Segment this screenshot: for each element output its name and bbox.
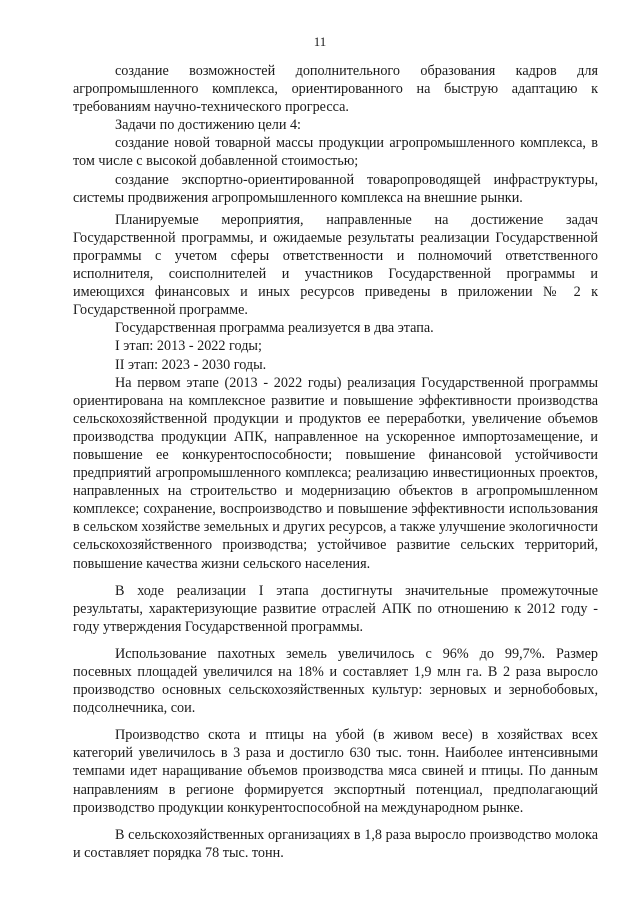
paragraph-livestock: Производство скота и птицы на убой (в живом весе) в хозяйствах всех категорий увеличилось в 3 раза и достигло 630 тыс. тонн. Наиболее интенсивными темпами идет наращивание объемов производства мяса свиней и птицы. По данным направлениям в регионе формируется экспортный потенциал, предполагающий производство продукции конкурентоспособной на международном рынке. [73, 727, 598, 816]
paragraph-milk-production: В сельскохозяйственных организациях в 1,8 раза выросло производство молока и составляет порядка 78 тыс. тонн. [73, 826, 598, 861]
paragraph-planned-measures: Планируемые мероприятия, направленные на достижение задач Государственной программы, и ожидаемые результаты реализации Государственной программы с учетом сферы ответственности и полномочий ответственного исполнителя, соисполнителей и участников Государственной программы и имеющихся финансовых и иных ресурсов приведены в приложении № 2 к Государственной программе. [73, 211, 598, 319]
paragraph-new-product-mass: создание новой товарной массы продукции агропромышленного комплекса, в том числе с высокой добавленной стоимостью; [73, 135, 598, 170]
page-number: 11 [313, 34, 327, 49]
paragraph-interim-results: В ходе реализации I этапа достигнуты значительные промежуточные результаты, характеризующие развитие отраслей АПК по отношению к 2012 году - году утверждения Государственной программы. [73, 582, 598, 635]
paragraph-stage-2: II этап: 2023 - 2030 годы. [115, 356, 267, 373]
paragraph-two-stages: Государственная программа реализуется в два этапа. [115, 320, 434, 337]
paragraph-education: создание возможностей дополнительного образования кадров для агропромышленного комплекса, ориентированного на быструю адаптацию к требованиям научно-технического прогресса. [73, 63, 598, 116]
document-body [73, 62, 598, 862]
paragraph-arable-land: Использование пахотных земель увеличилось с 96% до 99,7%. Размер посевных площадей увеличился на 18% и составляет 1,9 млн га. В 2 раза выросло производство основных сельскохозяйственных культур: зерновых и зернобобовых, подсолнечника, сои. [73, 645, 598, 717]
paragraph-goal4-tasks-heading: Задачи по достижению цели 4: [115, 117, 302, 134]
paragraph-export-infrastructure: создание экспортно-ориентированной товаропроводящей инфраструктуры, системы продвижения агропромышленного комплекса на внешние рынки. [73, 171, 598, 206]
paragraph-stage-1: I этап: 2013 - 2022 годы; [115, 338, 262, 355]
paragraph-first-stage-details: На первом этапе (2013 - 2022 годы) реализация Государственной программы ориентирована на комплексное развитие и повышение эффективности производства сельскохозяйственной продукции и продуктов ее переработки, увеличение объемов производства продукции АПК, направленное на ускоренное импортозамещение, и повышение ее конкурентоспособности; повышение финансовой устойчивости предприятий агропромышленного комплекса; реализацию инвестиционных проектов, направленных на строительство и модернизацию объектов в агропромышленном комплексе; сохранение, воспроизводство и повышение эффективности использования в сельском хозяйстве земельных и других ресурсов, а также улучшение экологичности сельскохозяйственного производства; устойчивое развитие сельских территорий, повышение качества жизни сельского населения. [73, 374, 598, 572]
